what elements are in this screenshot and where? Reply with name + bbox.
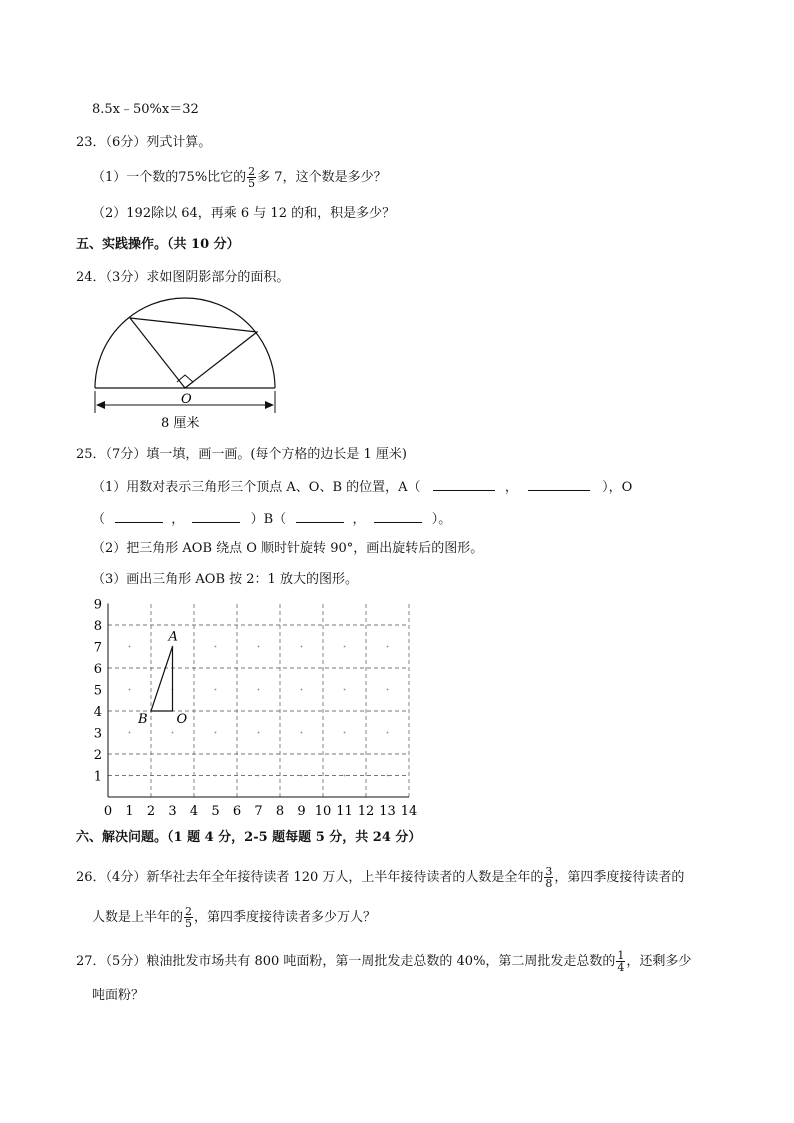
- question-23-title: 23．（6分）列式计算。: [76, 135, 212, 150]
- q26-text-a: 26．（4分）新华社去年全年接待读者 120 万人，上半年接待读者的人数是全年的: [76, 870, 544, 885]
- grid-dot: [129, 775, 131, 777]
- grid-dot: [129, 732, 131, 734]
- question-25-1-line1: [92, 478, 632, 497]
- x-tick-label: 0: [103, 804, 113, 819]
- arrow-head-left: [96, 401, 105, 409]
- center-label: O: [181, 392, 192, 407]
- q25-1-text-c: （: [92, 512, 106, 527]
- grid-dot: [129, 646, 131, 648]
- grid-dot: [215, 646, 217, 648]
- y-tick-label: 1: [93, 769, 102, 785]
- grid-dot: [258, 689, 260, 691]
- coordinate-grid-figure: [88, 596, 428, 821]
- vertex-label-b: B: [138, 712, 148, 727]
- grid-dot: [387, 775, 389, 777]
- grid-dot: [215, 732, 217, 734]
- grid-dot: [301, 775, 303, 777]
- q23-1-text-a: （1）一个数的75%比它的: [92, 170, 247, 185]
- x-tick-label: 8: [275, 804, 285, 819]
- q25-1-comma-3: ，: [352, 512, 366, 527]
- y-tick-label: 4: [93, 705, 102, 720]
- answer-blank-b-y[interactable]: [374, 510, 422, 523]
- x-tick-label: 6: [232, 804, 242, 819]
- question-25-3: （3）画出三角形 AOB 按 2：1 放大的图形。: [92, 572, 358, 587]
- y-tick-label: 9: [93, 597, 102, 613]
- answer-blank-a-y[interactable]: [528, 478, 590, 491]
- answer-blank-o-x[interactable]: [115, 510, 163, 523]
- y-tick-label: 7: [93, 640, 102, 656]
- width-label: 8 厘米: [161, 416, 200, 431]
- question-27-line2: 吨面粉？: [92, 988, 145, 1003]
- section-5-heading: 五、实践操作。（共 10 分）: [76, 237, 240, 252]
- frac-num: 2: [185, 905, 193, 918]
- y-tick-label: 5: [93, 683, 102, 699]
- x-tick-label: 7: [254, 804, 263, 819]
- x-tick-label: 4: [189, 804, 199, 819]
- q25-1-text-a: （1）用数对表示三角形三个顶点 A、O、B 的位置，A（: [92, 480, 421, 495]
- frac-num: 2: [248, 165, 256, 178]
- y-tick-label: 8: [93, 619, 102, 634]
- question-25-2: （2）把三角形 AOB 绕点 O 顺时针旋转 90°，画出旋转后的图形。: [92, 541, 484, 556]
- question-24-title: 24．（3分）求如图阴影部分的面积。: [76, 270, 290, 285]
- x-tick-label: 11: [336, 804, 353, 819]
- x-tick-label: 13: [379, 804, 396, 819]
- answer-blank-a-x[interactable]: [433, 478, 495, 491]
- fraction-2-5: [247, 166, 256, 189]
- q27-text-a: 27．（5分）粮油批发市场共有 800 吨面粉，第一周批发走总数的 40%，第二周批发走总数的: [76, 954, 616, 969]
- grid-dot: [172, 732, 174, 734]
- equation: 8.5x﹣50%x＝32: [92, 102, 199, 117]
- fraction-1-4: [616, 950, 625, 973]
- q25-1-text-d: ）B（: [250, 512, 287, 527]
- grid-dot: [301, 689, 303, 691]
- grid-dot: [301, 646, 303, 648]
- fraction-3-8: [544, 866, 553, 889]
- grid-dot: [387, 646, 389, 648]
- x-tick-label: 14: [400, 804, 418, 819]
- x-tick-label: 12: [357, 804, 375, 819]
- grid-dot: [258, 775, 260, 777]
- x-tick-label: 3: [168, 804, 177, 819]
- grid-dot: [172, 775, 174, 777]
- x-tick-label: 5: [211, 804, 220, 819]
- question-23-1: [92, 166, 387, 189]
- question-25-1-line2: [92, 510, 451, 529]
- grid-dot: [387, 689, 389, 691]
- grid-dot: [344, 646, 346, 648]
- x-tick-label: 10: [314, 804, 332, 819]
- grid-dot: [301, 732, 303, 734]
- frac-num: 1: [617, 949, 625, 962]
- grid-dot: [129, 689, 131, 691]
- fraction-2-5: [184, 906, 193, 929]
- grid-dot: [258, 646, 260, 648]
- semicircle-figure: [85, 295, 290, 435]
- q27-text-b: ，还剩多少: [626, 954, 692, 969]
- grid-dot: [344, 775, 346, 777]
- q25-1-comma-2: ，: [171, 512, 185, 527]
- q23-1-text-b: 多 7，这个数是多少？: [257, 170, 387, 185]
- grid-dot: [344, 732, 346, 734]
- q25-1-text-e: ）。: [431, 512, 452, 527]
- q25-1-comma-1: ，: [504, 480, 518, 495]
- arrow-head-right: [265, 401, 274, 409]
- grid-dot: [215, 689, 217, 691]
- grid-dot: [215, 775, 217, 777]
- question-26-line2: [92, 906, 376, 929]
- y-tick-label: 6: [93, 662, 102, 677]
- frac-den: 8: [545, 877, 553, 890]
- grid-dot: [387, 732, 389, 734]
- frac-den: 5: [185, 917, 193, 930]
- vertex-label-o: O: [176, 712, 188, 727]
- section-6-heading: 六、解决问题。（1 题 4 分，2-5 题每题 5 分，共 24 分）: [76, 830, 422, 845]
- answer-blank-b-x[interactable]: [296, 510, 344, 523]
- inscribed-triangle: [130, 318, 257, 388]
- frac-den: 5: [248, 177, 256, 190]
- x-tick-label: 9: [297, 804, 306, 819]
- q26-text-c: 人数是上半年的: [92, 910, 184, 925]
- question-26-line1: [76, 866, 684, 889]
- frac-den: 4: [617, 961, 625, 974]
- frac-num: 3: [545, 865, 553, 878]
- x-tick-label: 2: [146, 804, 156, 819]
- x-tick-label: 1: [125, 804, 134, 819]
- grid-dot: [258, 732, 260, 734]
- question-23-2: （2）192除以 64，再乘 6 与 12 的和，积是多少？: [92, 206, 396, 221]
- q26-text-b: ，第四季度接待读者的: [554, 870, 685, 885]
- q26-text-d: ，第四季度接待读者多少万人？: [194, 910, 377, 925]
- q25-1-text-b: ），O: [602, 480, 633, 495]
- question-27-line1: [76, 950, 691, 973]
- question-25-title: 25．（7分）填一填，画一画。(每个方格的边长是 1 厘米): [76, 447, 407, 462]
- vertex-label-a: A: [168, 629, 178, 645]
- y-tick-label: 2: [93, 748, 102, 763]
- y-tick-label: 3: [93, 726, 102, 742]
- answer-blank-o-y[interactable]: [192, 510, 240, 523]
- triangle-aob: [151, 647, 173, 712]
- grid-dot: [344, 689, 346, 691]
